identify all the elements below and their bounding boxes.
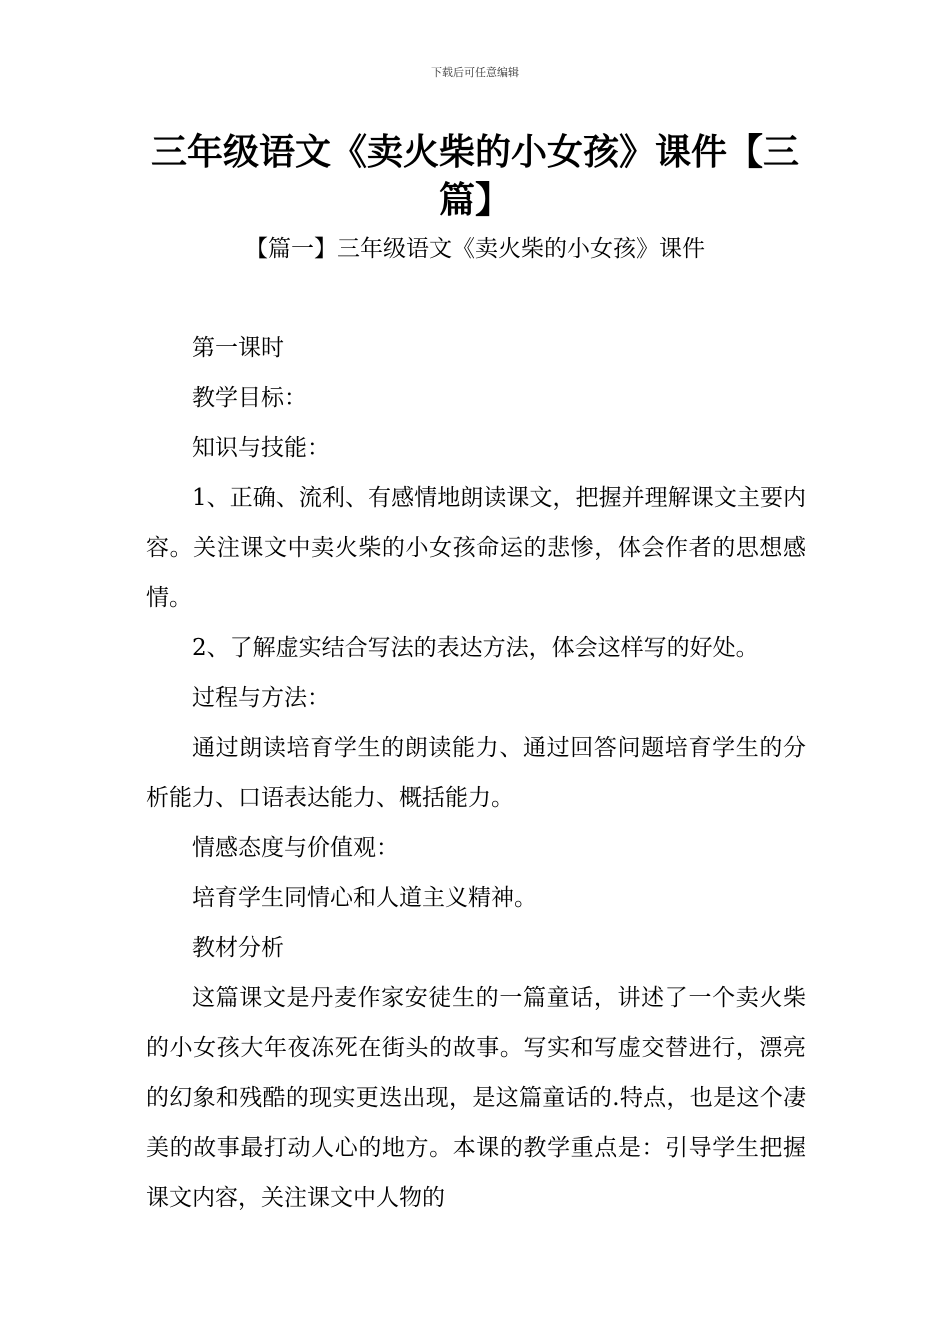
paragraph-goal-1: 1、正确、流利、有感情地朗读课文，把握并理解课文主要内容。关注课文中卖火柴的小女孩命运的悲惨，体会作者的思想感情。 — [146, 485, 806, 611]
paragraph-knowledge-skills: 知识与技能： — [192, 435, 330, 461]
paragraph-goal-2: 2、了解虚实结合写法的表达方法，体会这样写的好处。 — [192, 635, 759, 661]
page-header-note: 下载后可任意编辑 — [431, 66, 519, 79]
paragraph-emotion-values: 情感态度与价值观： — [192, 835, 399, 861]
section-subtitle: 【篇一】三年级语文《卖火柴的小女孩》课件 — [245, 236, 705, 262]
paragraph-lesson: 第一课时 — [192, 335, 284, 361]
paragraph-emotion-detail: 培育学生同情心和人道主义精神。 — [192, 885, 537, 911]
document-title: 三年级语文《卖火柴的小女孩》课件【三篇】 — [150, 131, 799, 221]
paragraph-material-analysis: 教材分析 — [192, 935, 284, 961]
paragraph-process-methods: 过程与方法： — [192, 685, 330, 711]
document-body — [146, 323, 806, 1223]
paragraph-material-detail: 这篇课文是丹麦作家安徒生的一篇童话，讲述了一个卖火柴的小女孩大年夜冻死在街头的故事。写实和写虚交替进行，漂亮的幻象和残酷的现实更迭出现，是这篇童话的.特点，也是这个凄美的故事最打动人心的地方。本课的教学重点是：引导学生把握课文内容，关注课文中人物的 — [146, 985, 806, 1211]
paragraph-teaching-goals: 教学目标： — [192, 385, 307, 411]
paragraph-process-detail: 通过朗读培育学生的朗读能力、通过回答问题培育学生的分析能力、口语表达能力、概括能力。 — [146, 735, 806, 811]
